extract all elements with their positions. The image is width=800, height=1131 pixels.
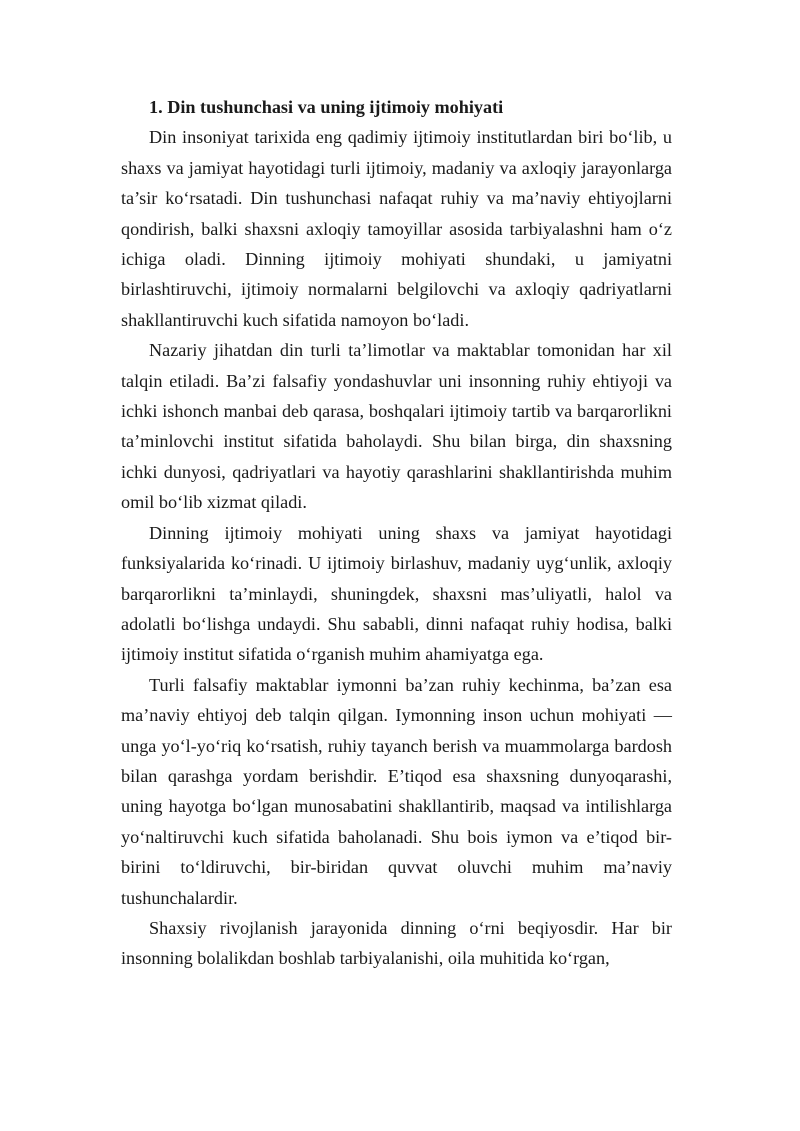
paragraph: Turli falsafiy maktablar iymonni ba’zan ruhiy kechinma, ba’zan esa ma’naviy ehtiyoj deb talqin qilgan. Iymonning inson uchun mohiyati — unga yo‘l-yo‘riq ko‘rsatish, ruhiy tayanch berish va muammolarga bardosh bilan qarashga yordam berishdir. E’tiqod esa shaxsning dunyoqarashi, uning hayotga bo‘lgan munosabatini shakllantirib, maqsad va intilishlarga yo‘naltiruvchi kuch sifatida baholanadi. Shu bois iymon va e’tiqod bir-birini to‘ldiruvchi, bir-biridan quvvat oluvchi muhim ma’naviy tushunchalardir. bbox=[121, 674, 672, 908]
document-body bbox=[121, 92, 672, 974]
paragraph: Dinning ijtimoiy mohiyati uning shaxs va jamiyat hayotidagi funksiyalarida ko‘rinadi. U ijtimoiy birlashuv, madaniy uyg‘unlik, axloqiy barqarorlikni ta’minlaydi, shuningdek, shaxsni mas’uliyatli, halol va adolatli bo‘lishga undaydi. Shu sababli, dinni nafaqat ruhiy hodisa, balki ijtimoiy institut sifatida o‘rganish muhim ahamiyatga ega. bbox=[121, 522, 672, 665]
paragraph: Nazariy jihatdan din turli ta’limotlar va maktablar tomonidan har xil talqin etiladi. Ba’zi falsafiy yondashuvlar uni insonning ruhiy ehtiyoji va ichki ishonch manbai deb qarasa, boshqalari ijtimoiy tartib va barqarorlikni ta’minlovchi institut sifatida baholaydi. Shu bilan birga, din shaxsning ichki dunyosi, qadriyatlari va hayotiy qarashlarini shakllantirishda muhim omil bo‘lib xizmat qiladi. bbox=[121, 340, 672, 513]
paragraph: Din insoniyat tarixida eng qadimiy ijtimoiy institutlardan biri bo‘lib, u shaxs va jamiyat hayotidagi turli ijtimoiy, madaniy va axloqiy jarayonlarga ta’sir ko‘rsatadi. Din tushunchasi nafaqat ruhiy va ma’naviy ehtiyojlarni qondirish, balki shaxsni axloqiy tamoyillar asosida tarbiyalashni ham o‘z ichiga oladi. Dinning ijtimoiy mohiyati shundaki, u jamiyatni birlashtiruvchi, ijtimoiy normalarni belgilovchi va axloqiy qadriyatlarni shakllantiruvchi kuch sifatida namoyon bo‘ladi. bbox=[121, 127, 672, 330]
section-title: 1. Din tushunchasi va uning ijtimoiy mohiyati bbox=[149, 97, 504, 117]
paragraph: Shaxsiy rivojlanish jarayonida dinning o‘rni beqiyosdir. Har bir insonning bolalikdan boshlab tarbiyalanishi, oila muhitida ko‘rgan, bbox=[121, 917, 672, 969]
